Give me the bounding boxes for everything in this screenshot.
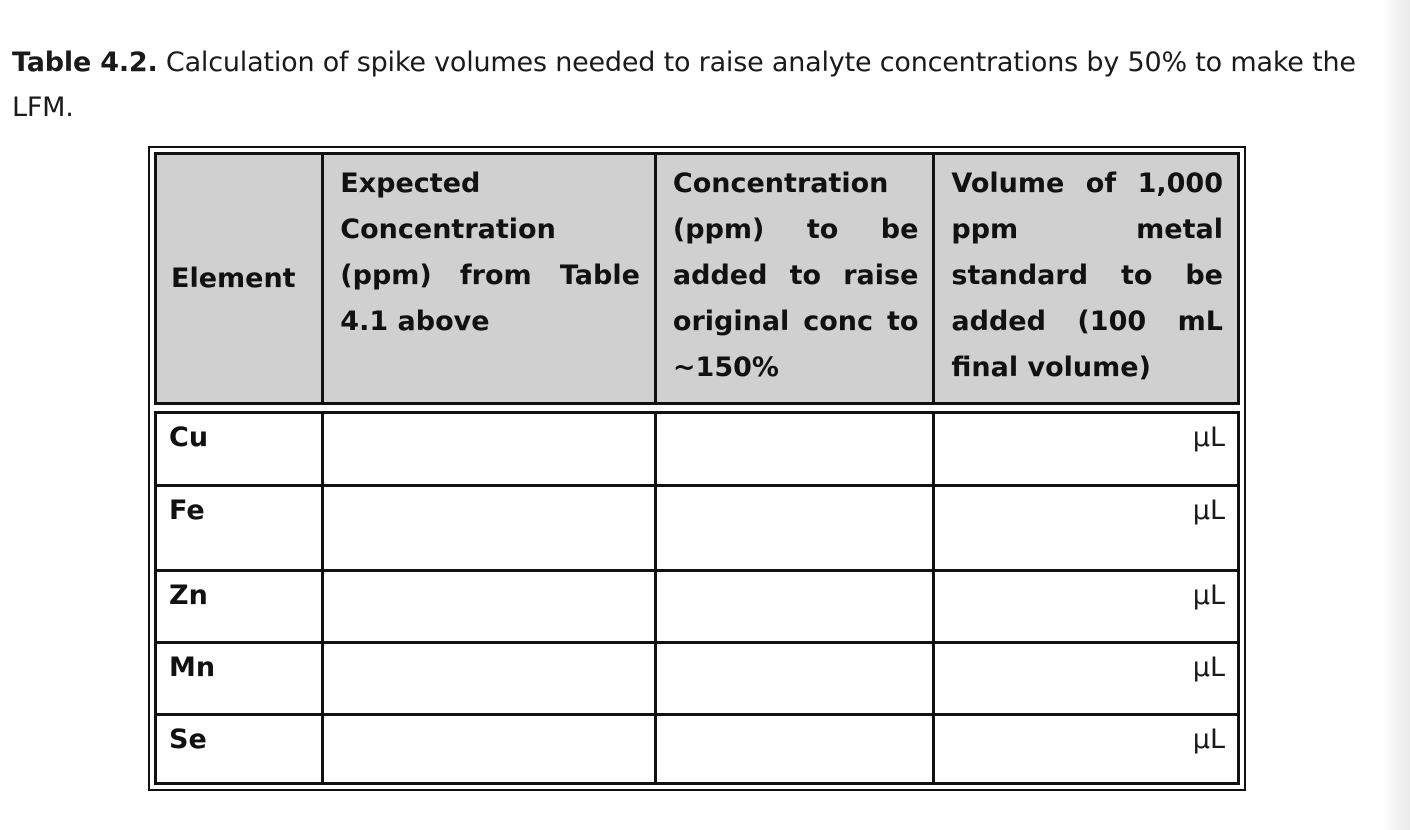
spike-volume-table — [154, 152, 1240, 785]
expected-concentration-cell[interactable] — [321, 569, 654, 641]
element-cell: Zn — [154, 569, 321, 641]
volume-unit: µL — [1192, 422, 1225, 454]
concentration-to-add-cell[interactable] — [654, 411, 933, 484]
volume-unit: µL — [1192, 652, 1225, 684]
spike-volume-table-frame — [148, 146, 1246, 791]
volume-cell[interactable] — [932, 411, 1240, 484]
table-row — [154, 641, 1240, 712]
concentration-to-add-cell[interactable] — [654, 713, 933, 785]
volume-unit: µL — [1192, 495, 1225, 527]
volume-cell[interactable] — [932, 569, 1240, 641]
volume-unit: µL — [1192, 580, 1225, 611]
concentration-to-add-cell[interactable] — [654, 569, 933, 641]
element-cell: Fe — [154, 484, 321, 569]
table-caption — [12, 40, 1392, 130]
expected-concentration-cell[interactable] — [321, 641, 654, 712]
element-cell: Mn — [154, 641, 321, 712]
element-cell: Se — [154, 713, 321, 785]
table-caption-text: Calculation of spike volumes needed to raise analyte concentrations by 50% to make the LFM. — [12, 47, 1356, 123]
volume-cell[interactable] — [932, 484, 1240, 569]
header-concentration-to-add: Concentration (ppm) to be added to raise original conc to ~150% — [654, 152, 933, 405]
expected-concentration-cell[interactable] — [321, 484, 654, 569]
table-row — [154, 484, 1240, 569]
header-element: Element — [154, 152, 321, 405]
table-row — [154, 411, 1240, 484]
volume-unit: µL — [1192, 723, 1225, 755]
table-caption-label: Table 4.2. — [12, 47, 158, 78]
element-cell: Cu — [154, 411, 321, 484]
table-row — [154, 569, 1240, 641]
expected-concentration-cell[interactable] — [321, 713, 654, 785]
table-header-row — [154, 152, 1240, 405]
concentration-to-add-cell[interactable] — [654, 484, 933, 569]
header-volume-to-add: Volume of 1,000 ppm metal standard to be added (100 mL final volume) — [932, 152, 1240, 405]
volume-cell[interactable] — [932, 641, 1240, 712]
expected-concentration-cell[interactable] — [321, 411, 654, 484]
concentration-to-add-cell[interactable] — [654, 641, 933, 712]
table-row — [154, 713, 1240, 785]
header-expected-concentration: Expected Concentration (ppm) from Table 4.1 above — [321, 152, 654, 405]
volume-cell[interactable] — [932, 713, 1240, 785]
